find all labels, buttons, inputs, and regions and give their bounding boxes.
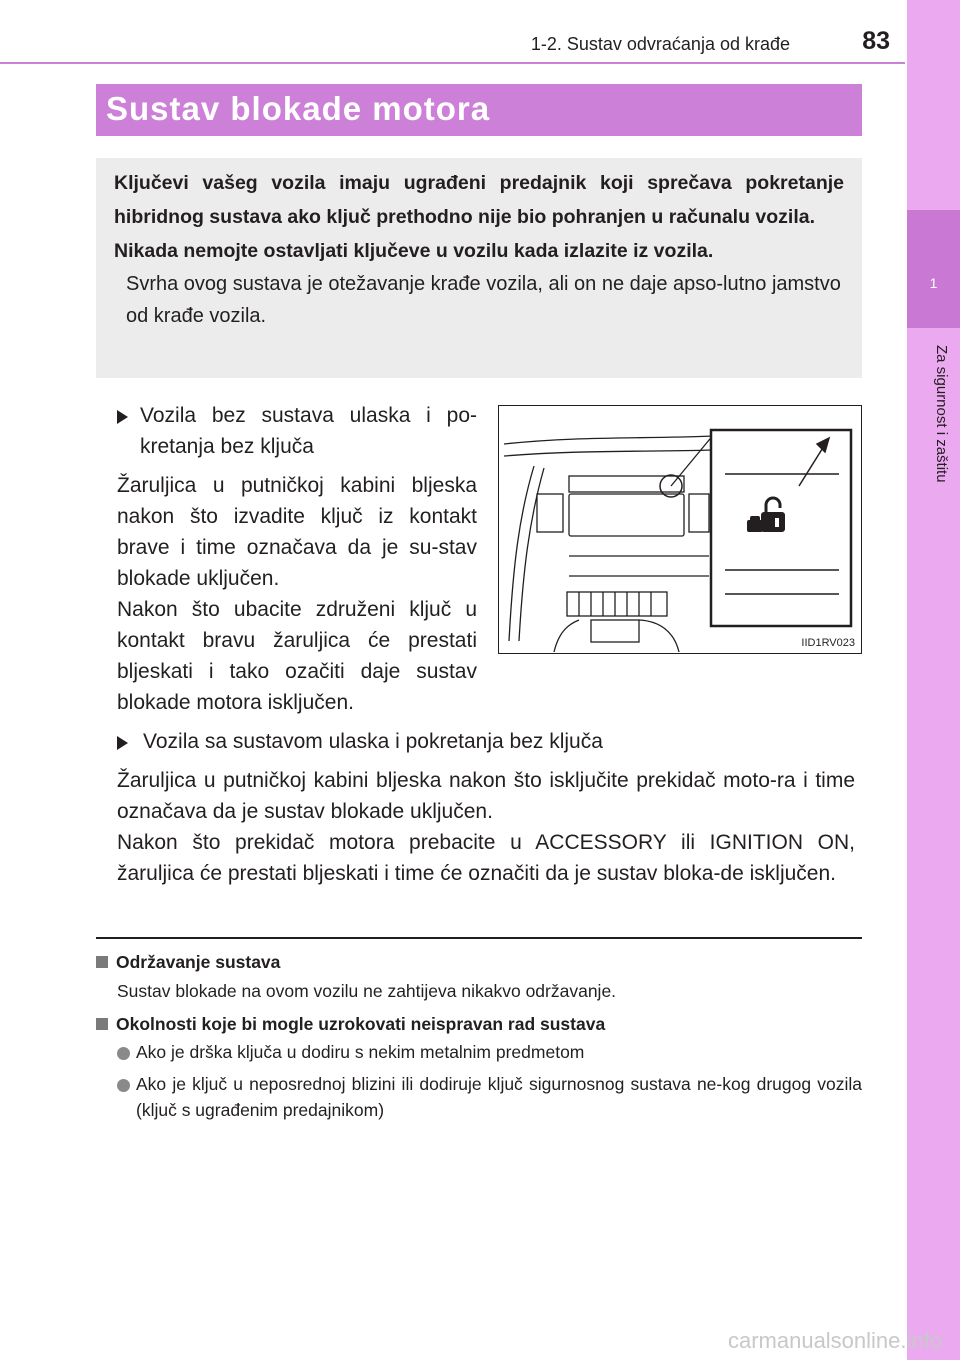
note-heading-text: Okolnosti koje bi mogle uzrokovati neispravan rad sustava [116,1014,606,1034]
triangle-bullet-icon [117,726,131,750]
section-heading: Vozila sa sustavom ulaska i pokretanja bez ključa [143,730,603,753]
note-heading-malfunction [96,1010,862,1039]
note-heading-maintenance [96,948,862,977]
watermark: carmanualsonline.info [727,1328,942,1353]
page-title: Sustav blokade motora [96,84,862,136]
list-item-text: Ako je drška ključa u dodiru s nekim metalnim predmetom [136,1042,585,1062]
section-with-smart-key [117,726,855,889]
section-text-1: Žaruljica u putničkoj kabini bljeska nakon što isključite prekidač moto-ra i time označava da je sustav blokade uključen. [117,769,855,823]
chapter-side-tab [907,0,960,1360]
list-item [117,1071,862,1123]
intro-box [96,158,862,378]
list-item [117,1039,862,1065]
list-item-text: Ako je ključ u neposrednoj blizini ili dodiruje ključ sigurnosnog sustava ne-kog drugog vozila (ključ s ugrađenim predajnikom) [136,1074,862,1120]
section-heading-row [117,726,855,757]
dashboard-illustration [498,405,862,654]
chapter-label: Za sigurnost i zaštitu [933,345,950,483]
square-bullet-icon [96,956,108,968]
intro-paragraph-1: Ključevi vašeg vozila imaju ugrađeni predajnik koji sprečava pokretanje hibridnog sustava ako ključ prethodno nije bio pohranjen u računalu vozila. [114,172,844,228]
dashboard-drawing [499,406,862,654]
header-rule [0,62,905,64]
triangle-bullet-icon [117,400,128,424]
intro-paragraph-2: Nikada nemojte ostavljati ključeve u vozilu kada izlazite iz vozila. [114,240,714,262]
notes-section [96,948,862,1129]
page-number: 83 [862,27,890,55]
figure-id: IID1RV023 [801,637,855,649]
square-bullet-icon [96,1018,108,1030]
section-heading: Vozila bez sustava ulaska i po-kretanja bez ključa [140,404,477,458]
section-text-2: Nakon što ubacite združeni ključ u kontakt bravu žaruljica će prestati bljeskati i tako ozačiti daje sustav blokade motora isključen. [117,598,477,714]
round-bullet-icon [117,1079,130,1092]
notes-divider [96,937,862,939]
round-bullet-icon [117,1047,130,1060]
chapter-number-tab [907,210,960,328]
section-text-1: Žaruljica u putničkoj kabini bljeska nakon što izvadite ključ iz kontakt brave i time označava da je su-stav blokade uključen. [117,474,477,590]
section-without-smart-key [117,400,477,718]
chapter-number: 1 [929,275,938,291]
header-section-title: 1-2. Sustav odvraćanja od krađe [530,34,790,54]
section-text-2: Nakon što prekidač motora prebacite u ACCESSORY ili IGNITION ON, žaruljica će prestati bljeskati i time će označiti da je sustav bloka-de isključen. [117,831,855,885]
note-text-maintenance: Sustav blokade na ovom vozilu ne zahtijeva nikakvo održavanje. [117,981,617,1001]
section-heading-row [117,400,477,462]
note-heading-text: Održavanje sustava [116,952,281,972]
intro-note: Svrha ovog sustava je otežavanje krađe vozila, ali on ne daje apso-lutno jamstvo od krađe vozila. [126,273,841,327]
